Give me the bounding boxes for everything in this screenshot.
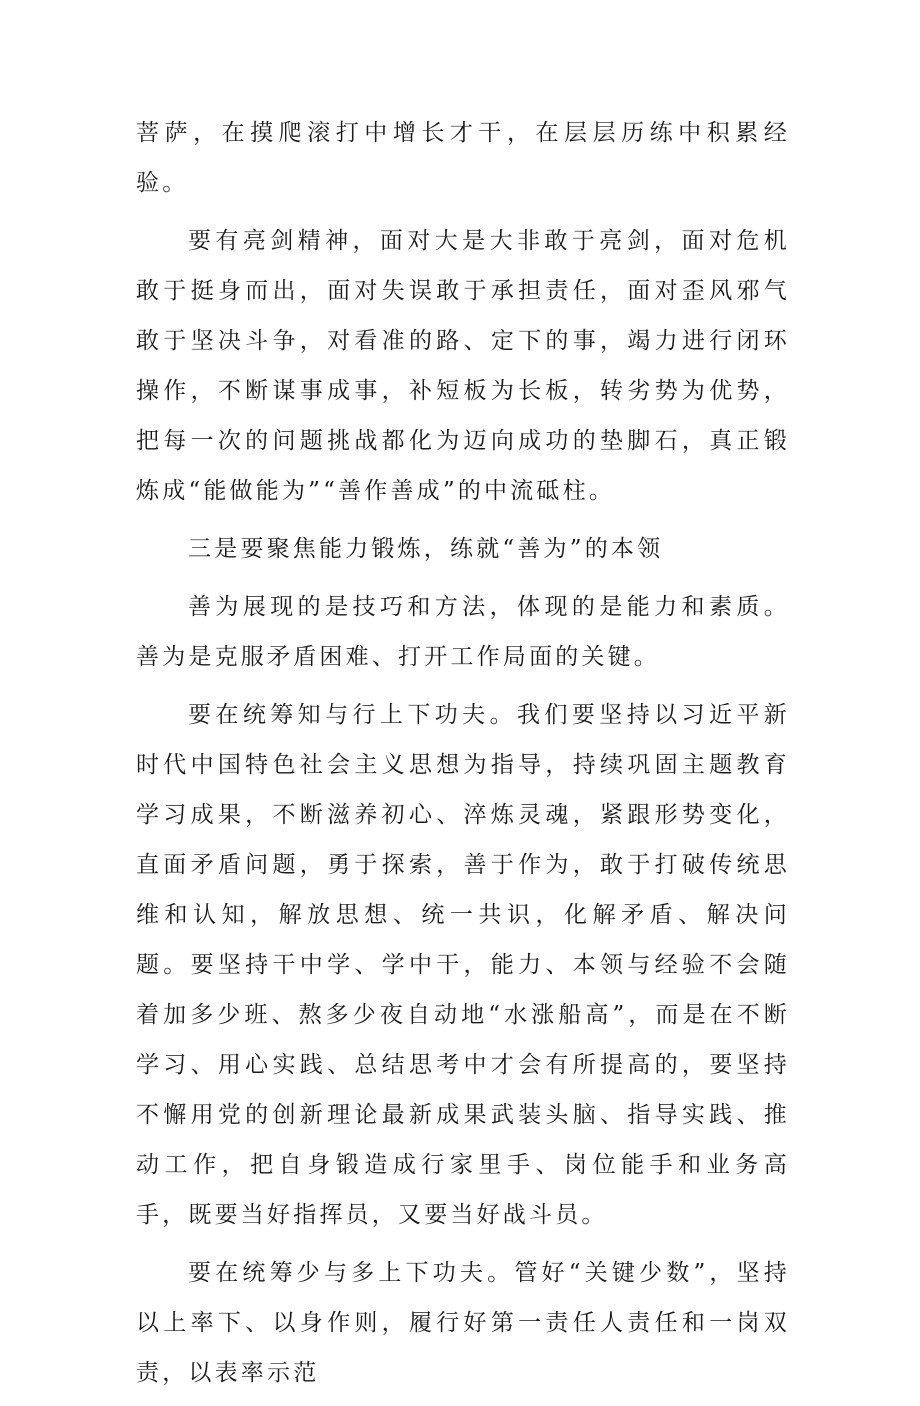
paragraph-shanwei-intro: 善为展现的是技巧和方法，体现的是能力和素质。善为是克服矛盾困难、打开工作局面的关键。 bbox=[136, 594, 790, 670]
document-body bbox=[136, 108, 790, 1406]
paragraph-continuation: 菩萨，在摸爬滚打中增长才干，在层层历练中积累经验。 bbox=[136, 120, 790, 196]
paragraph-knowledge-practice: 要在统筹知与行上下功夫。我们要坚持以习近平新时代中国特色社会主义思想为指导，持续巩固主题教育学习成果，不断滋养初心、淬炼灵魂，紧跟形势变化，直面矛盾问题，勇于探索，善于作为，敢于打破传统思维和认知，解放思想、统一共识，化解矛盾、解决问题。要坚持干中学、学中干，能力、本领与经验不会随着加多少班、熬多少夜自动地“水涨船高”，而是在不断学习、用心实践、总结思考中才会有所提高的，要坚持不懈用党的创新理论最新成果武装头脑、指导实践、推动工作，把自身锻造成行家里手、岗位能手和业务高手，既要当好指挥员，又要当好战斗员。 bbox=[136, 702, 790, 1228]
paragraph-few-many: 要在统筹少与多上下功夫。管好“关键少数”，坚持以上率下、以身作则，履行好第一责任人责任和一岗双责，以表率示范 bbox=[136, 1260, 790, 1386]
section-heading: 三是要聚焦能力锻炼，练就“善为”的本领 bbox=[188, 536, 664, 562]
paragraph-sword-spirit: 要有亮剑精神，面对大是大非敢于亮剑，面对危机敢于挺身而出，面对失误敢于承担责任，面对歪风邪气敢于坚决斗争，对看准的路、定下的事，竭力进行闭环操作，不断谋事成事，补短板为长板，转劣势为优势，把每一次的问题挑战都化为迈向成功的垫脚石，真正锻炼成“能做能为”“善作善成”的中流砥柱。 bbox=[136, 228, 790, 504]
